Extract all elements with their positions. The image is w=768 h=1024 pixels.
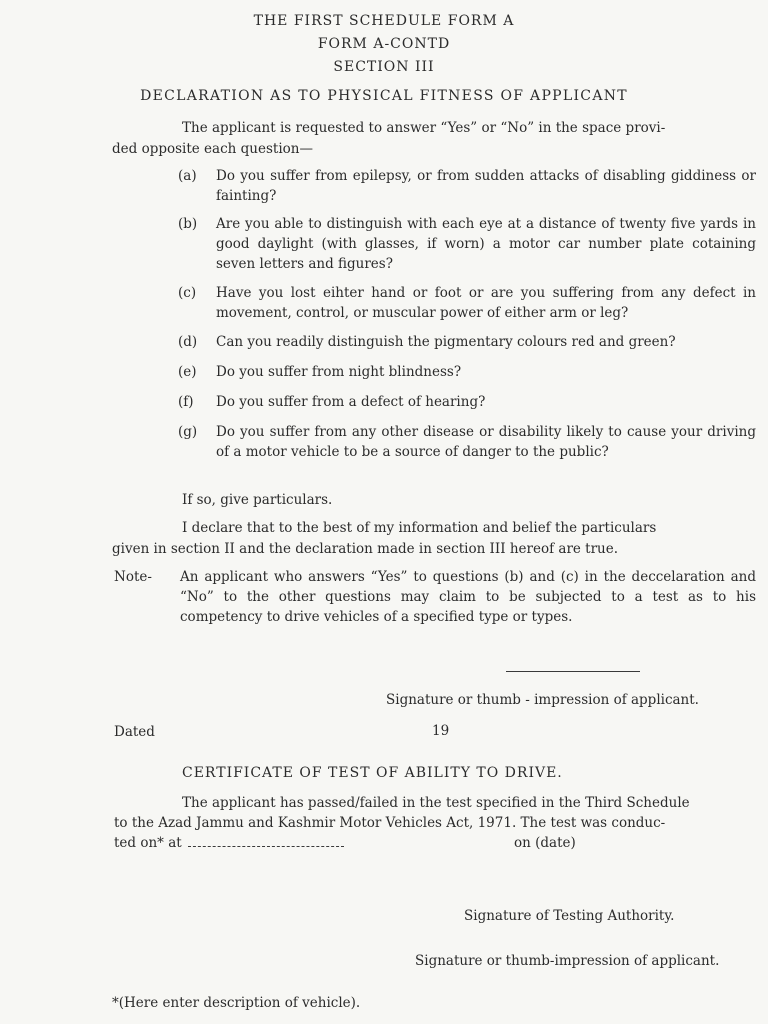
- intro-line-1: The applicant is requested to answer “Yes” or “No” in the space provi-: [182, 120, 666, 136]
- intro-line-2: ded opposite each question—: [112, 141, 313, 157]
- question-text: Have you lost eihter hand or foot or are you suffering from any defect in movement, control, or muscular power of either arm or leg?: [216, 285, 756, 321]
- form-contd-heading: FORM A-CONTD: [317, 36, 451, 52]
- particulars-line: If so, give particulars.: [182, 492, 333, 508]
- applicant-signature-line: [506, 671, 640, 672]
- note-text: An applicant who answers “Yes” to questions (b) and (c) in the deccelaration and “No” to the other questions may claim to be subjected to a test as to his competency to drive vehicles of a specified type or types.: [180, 569, 756, 625]
- question-label: (d): [178, 334, 198, 350]
- section-heading: SECTION III: [333, 59, 435, 75]
- question-text: Do you suffer from any other disease or disability likely to cause your driving of a motor vehicle to be a source of danger to the public?: [216, 424, 756, 460]
- question-label: (g): [178, 424, 198, 440]
- testing-authority-signature-label: Signature of Testing Authority.: [464, 908, 675, 924]
- schedule-heading: THE FIRST SCHEDULE FORM A: [253, 13, 515, 29]
- test-place-line: [188, 846, 344, 847]
- question-label: (b): [178, 216, 198, 232]
- question-label: (c): [178, 285, 197, 301]
- certificate-line-3-left: ted on* at: [114, 835, 182, 851]
- applicant-signature-label: Signature or thumb - impression of applicant.: [386, 692, 699, 708]
- question-label: (a): [178, 168, 197, 184]
- dated-label: Dated: [114, 724, 155, 740]
- question-text: Can you readily distinguish the pigmentary colours red and green?: [216, 334, 676, 350]
- certificate-line-1: The applicant has passed/failed in the test specified in the Third Schedule: [182, 795, 690, 811]
- declaration-title: DECLARATION AS TO PHYSICAL FITNESS OF APPLICANT: [140, 88, 628, 104]
- vehicle-footnote: *(Here enter description of vehicle).: [112, 995, 361, 1011]
- declare-line-2: given in section II and the declaration made in section III hereof are true.: [112, 541, 619, 557]
- question-text: Do you suffer from a defect of hearing?: [216, 394, 486, 410]
- question-text: Do you suffer from epilepsy, or from sudden attacks of disabling giddiness or fainting?: [216, 168, 756, 204]
- year-prefix: 19: [432, 723, 450, 739]
- certificate-title: CERTIFICATE OF TEST OF ABILITY TO DRIVE.: [182, 765, 563, 781]
- applicant-signature-label-2: Signature or thumb-impression of applicant.: [415, 953, 720, 969]
- certificate-line-3-right: on (date): [514, 835, 576, 851]
- certificate-line-2: to the Azad Jammu and Kashmir Motor Vehicles Act, 1971. The test was conduc-: [114, 815, 666, 831]
- question-label: (e): [178, 364, 197, 380]
- declare-line-1: I declare that to the best of my information and belief the particulars: [182, 520, 657, 536]
- question-label: (f): [178, 394, 194, 410]
- question-text: Do you suffer from night blindness?: [216, 364, 462, 380]
- question-text: Are you able to distinguish with each eye at a distance of twenty five yards in good daylight (with glasses, if worn) a motor car number plate cotaining seven letters and figures?: [216, 216, 756, 272]
- note-label: Note-: [114, 569, 152, 585]
